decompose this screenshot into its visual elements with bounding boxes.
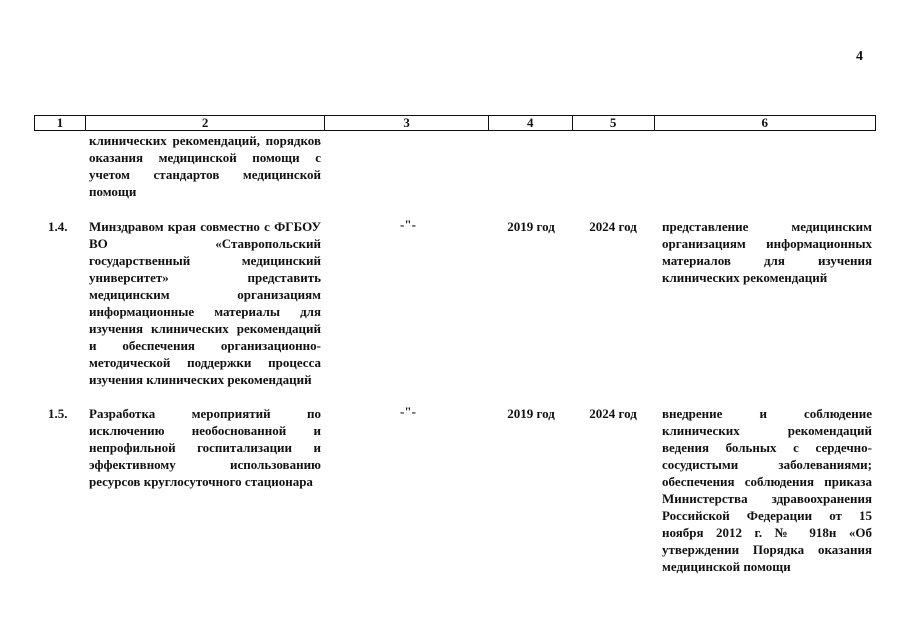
row-result: представление медицинским организациям информационных материалов для изучения клинических рекомендаций xyxy=(662,219,872,285)
row-number: 1.4. xyxy=(48,219,68,234)
header-cell-5: 5 xyxy=(573,116,655,130)
row-description: Минздравом края совместно с ФГБОУ ВО «Ставропольский государственный медицинский университет» представить медицинским организациям информационные материалы для изучения клинических рекомендаций и обеспечения организационно-методической поддержки процесса изучения клинических рекомендаций xyxy=(89,219,321,387)
header-cell-2: 2 xyxy=(86,116,325,130)
row-start-year: 2019 год xyxy=(507,219,555,234)
header-cell-3: 3 xyxy=(325,116,489,130)
header-cell-4: 4 xyxy=(489,116,573,130)
row-end-year: 2024 год xyxy=(589,406,637,421)
row-start-year: 2019 год xyxy=(507,406,555,421)
row-result: внедрение и соблюдение клинических рекомендаций ведения больных с сердечно-сосудистыми заболеваниями; обеспечения соблюдения приказа Министерства здравоохранения Российской Федерации от 15 ноября 2012 г. № 918н «Об утверждении Порядка оказания медицинской помощи xyxy=(662,406,872,574)
table-header-row xyxy=(34,115,876,131)
header-cell-1: 1 xyxy=(35,116,86,130)
row-description: Разработка мероприятий по исключению необоснованной и непрофильной госпитализации и эффективному использованию ресурсов круглосуточного стационара xyxy=(89,406,321,489)
continued-description-text: клинических рекомендаций, порядков оказания медицинской помощи с учетом стандартов медицинской помощи xyxy=(89,133,321,199)
row-responsible: -"- xyxy=(400,404,416,419)
page-number: 4 xyxy=(856,49,863,64)
header-cell-6: 6 xyxy=(761,115,768,130)
row-responsible: -"- xyxy=(400,217,416,232)
row-number: 1.5. xyxy=(48,406,68,421)
row-end-year: 2024 год xyxy=(589,219,637,234)
